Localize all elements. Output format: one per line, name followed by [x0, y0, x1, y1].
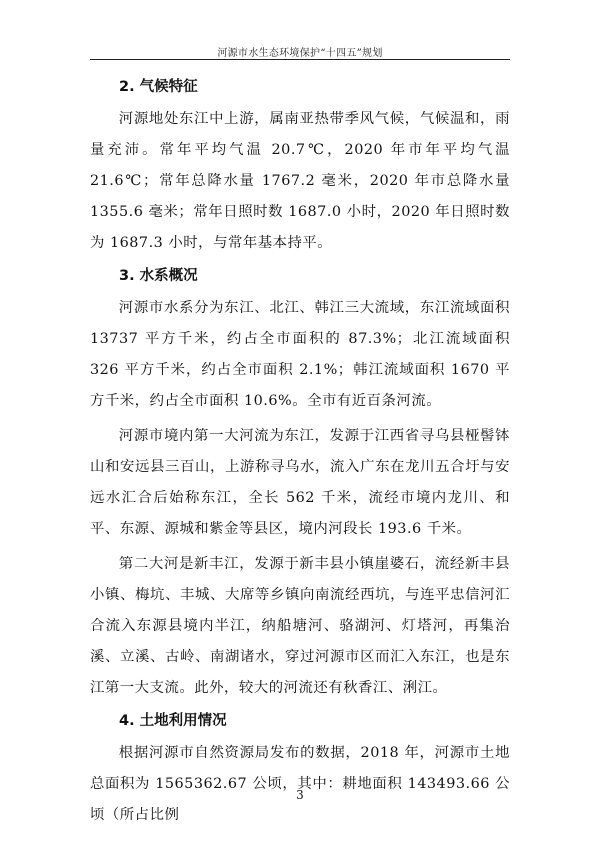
paragraph: 根据河源市自然资源局发布的数据，2018 年，河源市土地总面积为 1565362.67 公顷，其中：耕地面积 143493.66 公顷（所占比例 — [90, 745, 510, 823]
document-body — [90, 70, 510, 831]
section-climate — [90, 70, 510, 259]
running-header: 河源市水生态环境保护“十四五”规划 — [217, 48, 383, 59]
section-heading: 3. 水系概况 — [119, 268, 198, 284]
section-land-use — [90, 704, 510, 831]
page-number: 3 — [296, 788, 304, 802]
section-water-system — [90, 259, 510, 704]
section-heading: 2. 气候特征 — [119, 79, 198, 95]
paragraph: 河源市境内第一大河流为东江，发源于江西省寻乌县桠髻钵山和安远县三百山，上游称寻乌水，流入广东在龙川五合圩与安远水汇合后始称东江，全长 562 千米，流经市境内龙川、和平、东源、源城和紫金等县区，境内河段长 193.6 千米。 — [90, 428, 510, 537]
header-rule — [90, 59, 510, 60]
paragraph: 河源市水系分为东江、北江、韩江三大流域，东江流域面积 13737 平方千米，约占全市面积的 87.3%；北江流域面积 326 平方千米，约占全市面积 2.1%；韩江流域面积 1670 平方千米，约占全市面积 10.6%。全市有近百条河流。 — [90, 300, 510, 409]
paragraph: 河源地处东江中上游，属南亚热带季风气候，气候温和，雨量充沛。常年平均气温 20.7℃，2020 年市年平均气温 21.6℃；常年总降水量 1767.2 毫米，2020 年市总降水量 1355.6 毫米；常年日照时数 1687.0 小时，2020 年日照时数为 1687.3 小时，与常年基本持平。 — [90, 111, 510, 251]
section-heading: 4. 土地利用情况 — [119, 713, 227, 729]
paragraph: 第二大河是新丰江，发源于新丰县小镇崖婆石，流经新丰县小镇、梅坑、丰城、大席等乡镇向南流经西坑，与连平忠信河汇合流入东源县境内半江，纳船塘河、骆湖河、灯塔河，再集治溪、立溪、古岭、南湖诸水，穿过河源市区而汇入东江，也是东江第一大支流。此外，较大的河流还有秋香江、浰江。 — [90, 556, 510, 696]
